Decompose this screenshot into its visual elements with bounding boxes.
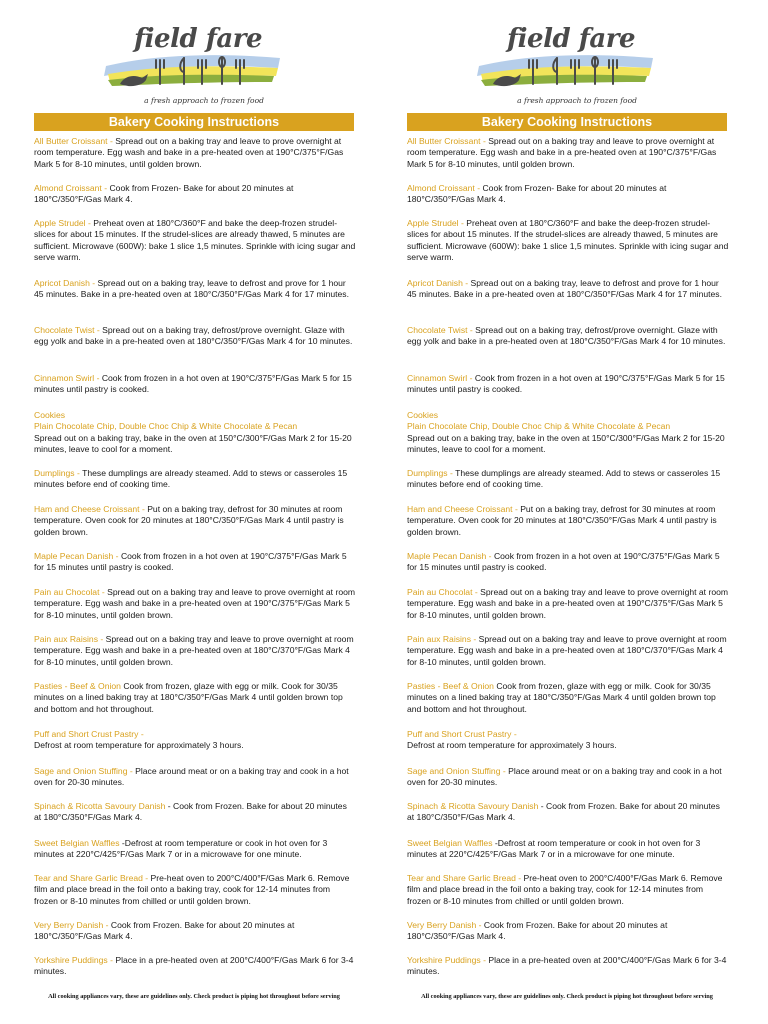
cooking-instructions: Spread out on a baking tray and leave to prove overnight at room temperature. Egg wash and bake in a pre-heated oven at 190°C/375°F/Gas Mark 5 for 8-10 minutes, until golden brown.	[34, 587, 356, 620]
product-name: Tear and Share Garlic Bread -	[34, 873, 149, 883]
cooking-instructions: These dumplings are already steamed. Add to stews or casseroles 15 minutes before end of cooking time.	[34, 468, 348, 490]
instruction-item	[407, 136, 729, 170]
product-name: Apple Strudel -	[34, 218, 91, 228]
cooking-instructions: -Defrost at room temperature or cook in hot oven for 3 minutes at 220°C/425°F/Gas Mark 7 or in a microwave for one minute.	[407, 838, 701, 860]
product-name: Dumplings -	[407, 468, 453, 478]
instruction-item	[407, 468, 729, 491]
product-name: Sweet Belgian Waffles	[407, 838, 493, 848]
cooking-instructions: Pre-heat oven to 200°C/400°F/Gas Mark 6. Remove film and place bread in the foil onto a baking tray, cook for 12-14 minutes from frozen or 8-10 minutes from chilled or until golden brown.	[407, 873, 723, 906]
instruction-item	[34, 410, 356, 456]
product-name: Ham and Cheese Croissant -	[407, 504, 518, 514]
cooking-instructions: Pre-heat oven to 200°C/400°F/Gas Mark 6. Remove film and place bread in the foil onto a baking tray, cook for 12-14 minutes from frozen or 8-10 minutes from chilled or until golden brown.	[34, 873, 350, 906]
product-name: Puff and Short Crust Pastry -	[407, 729, 517, 739]
product-name: Sweet Belgian Waffles	[34, 838, 120, 848]
brand-wordmark: field fare	[134, 24, 262, 54]
brand-tagline: a fresh approach to frozen food	[144, 96, 264, 105]
cooking-instructions: Place around meat or on a baking tray and cook in a hot oven for 20-30 minutes.	[34, 766, 349, 788]
instruction-item	[407, 183, 729, 206]
instruction-item	[407, 766, 729, 789]
cooking-instructions: Cook from frozen in a hot oven at 190°C/375°F/Gas Mark 5 for 15 minutes until pastry is cooked.	[407, 373, 725, 395]
instruction-item	[407, 587, 729, 621]
product-name: Almond Croissant -	[407, 183, 481, 193]
cooking-instructions: Cook from Frozen. Bake for about 20 minutes at 180°C/350°F/Gas Mark 4.	[407, 920, 668, 942]
product-name: All Butter Croissant -	[34, 136, 113, 146]
cooking-instructions: Defrost at room temperature for approximately 3 hours.	[34, 740, 244, 751]
product-name: Spinach & Ricotta Savoury Danish	[407, 801, 539, 811]
instruction-item	[407, 325, 729, 348]
instruction-item	[407, 278, 729, 301]
cooking-instructions: Place in a pre-heated oven at 200°C/400°F/Gas Mark 6 for 3-4 minutes.	[407, 955, 727, 977]
instruction-item	[34, 373, 356, 396]
brand-wordmark: field fare	[507, 24, 635, 54]
cooking-instructions: Defrost at room temperature for approximately 3 hours.	[407, 740, 617, 751]
product-name: Very Berry Danish -	[34, 920, 109, 930]
product-variants: Plain Chocolate Chip, Double Choc Chip & White Chocolate & Pecan	[34, 421, 298, 432]
cooking-instructions: Spread out on a baking tray, leave to defrost and prove for 1 hour 45 minutes. Bake in a pre-heated oven at 180°C/350°F/Gas Mark 4 for 17 minutes.	[407, 278, 722, 300]
page-title: Bakery Cooking Instructions	[407, 113, 727, 131]
instruction-item	[34, 587, 356, 621]
instruction-item	[407, 681, 729, 715]
cooking-instructions: Spread out on a baking tray, defrost/prove overnight. Glaze with egg yolk and bake in a pre-heated oven at 180°C/350°F/Gas Mark 4 for 10 minutes.	[407, 325, 726, 347]
product-name: Tear and Share Garlic Bread -	[407, 873, 522, 883]
instruction-item	[407, 410, 729, 456]
instruction-item	[34, 955, 356, 978]
instructions-sheet-right	[399, 0, 755, 1024]
product-name: Spinach & Ricotta Savoury Danish	[34, 801, 166, 811]
instruction-item	[34, 838, 356, 861]
footer-disclaimer: All cooking appliances vary, these are guidelines only. Check product is piping hot throughout before serving	[421, 993, 713, 1000]
product-name: Maple Pecan Danish -	[407, 551, 492, 561]
instruction-item	[34, 920, 356, 943]
cooking-instructions: Spread out on a baking tray and leave to prove overnight at room temperature. Egg wash and bake in a pre-heated oven at 190°C/375°F/Gas Mark 5 for 8-10 minutes, until golden brown.	[407, 587, 729, 620]
product-name: Cookies	[407, 410, 439, 420]
product-name: Chocolate Twist -	[407, 325, 473, 335]
instructions-sheet-left	[26, 0, 382, 1024]
product-name: Almond Croissant -	[34, 183, 108, 193]
instruction-item	[34, 766, 356, 789]
instruction-item	[34, 218, 356, 264]
instruction-item	[34, 551, 356, 574]
product-name: Apricot Danish -	[407, 278, 469, 288]
instruction-item	[34, 729, 356, 752]
instruction-item	[407, 801, 729, 824]
page-title: Bakery Cooking Instructions	[34, 113, 354, 131]
cooking-instructions: Spread out on a baking tray and leave to prove overnight at room temperature. Egg wash and bake in a pre-heated oven at 180°C/370°F/Gas Mark 4 for 8-10 minutes, until golden brown.	[34, 634, 354, 667]
instruction-item	[407, 218, 729, 264]
instruction-item	[407, 634, 729, 668]
cooking-instructions: Spread out on a baking tray, leave to defrost and prove for 1 hour 45 minutes. Bake in a pre-heated oven at 180°C/350°F/Gas Mark 4 for 17 minutes.	[34, 278, 349, 300]
product-name: Cinnamon Swirl -	[407, 373, 473, 383]
instruction-item	[407, 373, 729, 396]
instruction-item	[34, 801, 356, 824]
cooking-instructions: Preheat oven at 180°C/360°F and bake the deep-frozen strudel-slices for about 15 minutes. If the strudel-slices are already thawed, 5 minutes are sufficient. Microwave (600W): bake 1 slice 1,5 minutes. Sprinkle with icing sugar and serve warm.	[407, 218, 729, 263]
cooking-instructions: Cook from frozen in a hot oven at 190°C/375°F/Gas Mark 5 for 15 minutes until pastry is cooked.	[407, 551, 720, 573]
product-name: Ham and Cheese Croissant -	[34, 504, 145, 514]
cooking-instructions: Spread out on a baking tray and leave to prove overnight at room temperature. Egg wash and bake in a pre-heated oven at 190°C/375°F/Gas Mark 5 for 8-10 minutes, until golden brown.	[34, 136, 344, 169]
instruction-item	[34, 136, 356, 170]
instruction-item	[34, 325, 356, 348]
cooking-instructions: Spread out on a baking tray, bake in the oven at 150°C/300°F/Gas Mark 2 for 15-20 minutes, leave to cool for a moment.	[407, 432, 725, 455]
instruction-item	[407, 955, 729, 978]
cooking-instructions: Spread out on a baking tray, defrost/prove overnight. Glaze with egg yolk and bake in a pre-heated oven at 180°C/350°F/Gas Mark 4 for 10 minutes.	[34, 325, 353, 347]
cooking-instructions: -Defrost at room temperature or cook in hot oven for 3 minutes at 220°C/425°F/Gas Mark 7 or in a microwave for one minute.	[34, 838, 328, 860]
instruction-item	[407, 873, 729, 907]
product-name: Pain aux Raisins -	[407, 634, 477, 644]
cooking-instructions: Cook from frozen in a hot oven at 190°C/375°F/Gas Mark 5 for 15 minutes until pastry is cooked.	[34, 551, 347, 573]
cooking-instructions: Cook from frozen, glaze with egg or milk. Cook for 30/35 minutes on a lined baking tray at 180°C/350°F/Gas Mark 4 until golden brown top and bottom and hot throughout.	[34, 681, 343, 714]
cooking-instructions: Cook from frozen in a hot oven at 190°C/375°F/Gas Mark 5 for 15 minutes until pastry is cooked.	[34, 373, 352, 395]
product-name: Sage and Onion Stuffing -	[34, 766, 133, 776]
cooking-instructions: Preheat oven at 180°C/360°F and bake the deep-frozen strudel-slices for about 15 minutes. If the strudel-slices are already thawed, 5 minutes are sufficient. Microwave (600W): bake 1 slice 1,5 minutes. Sprinkle with icing sugar and serve warm.	[34, 218, 356, 263]
instruction-item	[34, 873, 356, 907]
brand-tagline: a fresh approach to frozen food	[517, 96, 637, 105]
instruction-item	[407, 920, 729, 943]
instruction-item	[407, 551, 729, 574]
product-name: Cinnamon Swirl -	[34, 373, 100, 383]
product-name: Cookies	[34, 410, 66, 420]
cooking-instructions: - Cook from Frozen. Bake for about 20 minutes at 180°C/350°F/Gas Mark 4.	[34, 801, 347, 823]
product-variants: Plain Chocolate Chip, Double Choc Chip & White Chocolate & Pecan	[407, 421, 671, 432]
cooking-instructions: Spread out on a baking tray and leave to prove overnight at room temperature. Egg wash and bake in a pre-heated oven at 190°C/375°F/Gas Mark 5 for 8-10 minutes, until golden brown.	[407, 136, 717, 169]
cooking-instructions: Cook from Frozen- Bake for about 20 minutes at 180°C/350°F/Gas Mark 4.	[407, 183, 667, 205]
product-name: Very Berry Danish -	[407, 920, 482, 930]
product-name: Pain au Chocolat -	[34, 587, 105, 597]
cooking-instructions: Cook from Frozen- Bake for about 20 minutes at 180°C/350°F/Gas Mark 4.	[34, 183, 294, 205]
product-name: Apricot Danish -	[34, 278, 96, 288]
cooking-instructions: Place around meat or on a baking tray and cook in a hot oven for 20-30 minutes.	[407, 766, 722, 788]
product-name: Apple Strudel -	[407, 218, 464, 228]
product-name: Maple Pecan Danish -	[34, 551, 119, 561]
footer-disclaimer: All cooking appliances vary, these are guidelines only. Check product is piping hot throughout before serving	[48, 993, 340, 1000]
cooking-instructions: Cook from frozen, glaze with egg or milk. Cook for 30/35 minutes on a lined baking tray at 180°C/350°F/Gas Mark 4 until golden brown top and bottom and hot throughout.	[407, 681, 716, 714]
instruction-item	[407, 838, 729, 861]
instruction-item	[34, 278, 356, 301]
instruction-item	[34, 634, 356, 668]
product-name: Sage and Onion Stuffing -	[407, 766, 506, 776]
cooking-instructions: - Cook from Frozen. Bake for about 20 minutes at 180°C/350°F/Gas Mark 4.	[407, 801, 720, 823]
instruction-item	[407, 729, 729, 752]
instruction-item	[407, 504, 729, 538]
cooking-instructions: Put on a baking tray, defrost for 30 minutes at room temperature. Oven cook for 20 minutes at 180°C/350°F/Gas Mark 4 until pastry is golden brown.	[34, 504, 344, 537]
product-name: Pain aux Raisins -	[34, 634, 104, 644]
product-name: Pasties - Beef & Onion	[407, 681, 494, 691]
instruction-item	[34, 468, 356, 491]
product-name: Puff and Short Crust Pastry -	[34, 729, 144, 739]
instruction-item	[34, 183, 356, 206]
cooking-instructions: Place in a pre-heated oven at 200°C/400°F/Gas Mark 6 for 3-4 minutes.	[34, 955, 354, 977]
cooking-instructions: Spread out on a baking tray, bake in the oven at 150°C/300°F/Gas Mark 2 for 15-20 minutes, leave to cool for a moment.	[34, 432, 352, 455]
product-name: All Butter Croissant -	[407, 136, 486, 146]
product-name: Dumplings -	[34, 468, 80, 478]
cooking-instructions: Cook from Frozen. Bake for about 20 minutes at 180°C/350°F/Gas Mark 4.	[34, 920, 295, 942]
cooking-instructions: These dumplings are already steamed. Add to stews or casseroles 15 minutes before end of cooking time.	[407, 468, 721, 490]
cooking-instructions: Put on a baking tray, defrost for 30 minutes at room temperature. Oven cook for 20 minutes at 180°C/350°F/Gas Mark 4 until pastry is golden brown.	[407, 504, 717, 537]
instruction-item	[34, 681, 356, 715]
product-name: Yorkshire Puddings -	[407, 955, 486, 965]
product-name: Pain au Chocolat -	[407, 587, 478, 597]
product-name: Pasties - Beef & Onion	[34, 681, 121, 691]
cooking-instructions: Spread out on a baking tray and leave to prove overnight at room temperature. Egg wash and bake in a pre-heated oven at 180°C/370°F/Gas Mark 4 for 8-10 minutes, until golden brown.	[407, 634, 727, 667]
product-name: Yorkshire Puddings -	[34, 955, 113, 965]
product-name: Chocolate Twist -	[34, 325, 100, 335]
instruction-item	[34, 504, 356, 538]
